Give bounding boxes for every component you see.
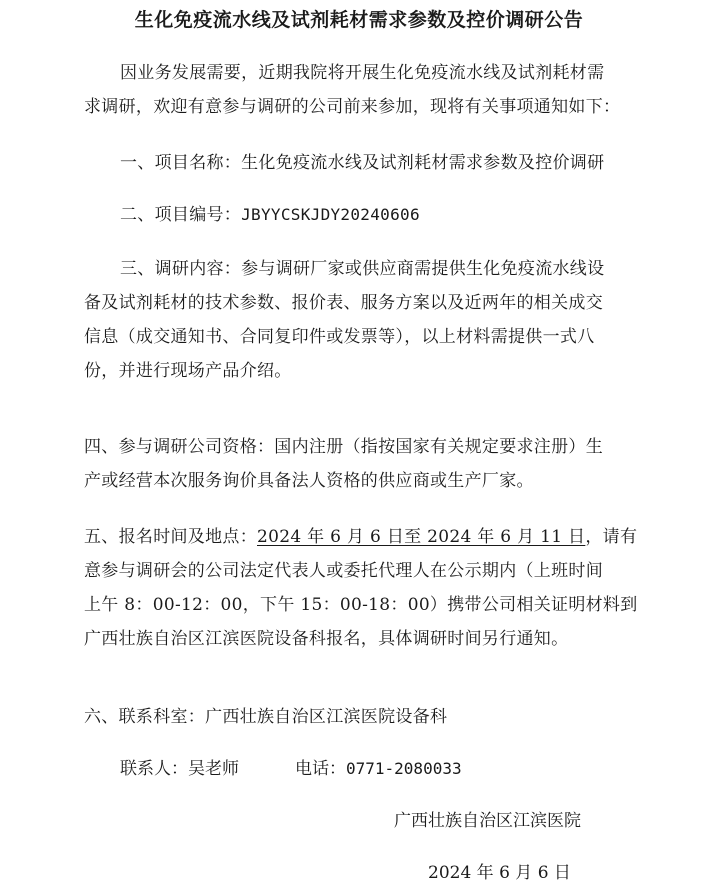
item-registration-label: 五、报名时间及地点： <box>84 527 257 547</box>
contact-person: 联系人：吴老师 <box>120 759 239 779</box>
item-project-name-text: 一、项目名称：生化免疫流水线及试剂耗材需求参数及控价调研 <box>120 153 605 173</box>
intro-paragraph <box>84 56 644 124</box>
item-research-content <box>84 252 644 388</box>
intro-line-1: 因业务发展需要，近期我院将开展生化免疫流水线及试剂耗材需 <box>120 63 605 83</box>
item-contact-department-text: 六、联系科室：广西壮族自治区江滨医院设备科 <box>84 707 448 727</box>
contact-phone-label: 电话： <box>295 759 346 779</box>
registration-date-range: 2024 年 6 月 6 日至 2024 年 6 月 11 日 <box>257 527 586 547</box>
item-registration-after: ，请有 <box>585 527 638 547</box>
project-code-value: JBYYCSKJDY20240606 <box>241 205 420 224</box>
item-qualification-line-2: 产或经营本次服务询价具备法人资格的供应商或生产厂家。 <box>84 471 534 491</box>
item-research-content-line-3: 信息（成交通知书、合同复印件或发票等），以上材料需提供一式八 <box>84 327 595 347</box>
item-registration-line-4: 广西壮族自治区江滨医院设备科报名，具体调研时间另行通知。 <box>84 629 569 649</box>
item-research-content-line-4: 份，并进行现场产品介绍。 <box>84 361 292 381</box>
intro-line-2: 求调研，欢迎有意参与调研的公司前来参加，现将有关事项通知如下： <box>84 97 621 117</box>
item-qualification <box>84 430 644 498</box>
page-title: 生化免疫流水线及试剂耗材需求参数及控价调研公告 <box>134 9 584 31</box>
item-contact-department <box>84 700 644 734</box>
signature: 广西壮族自治区江滨医院 <box>394 811 581 831</box>
contact-phone: 0771-2080033 <box>346 759 462 778</box>
contact-line <box>120 754 462 784</box>
item-project-name <box>84 146 644 180</box>
item-research-content-line-1: 三、调研内容：参与调研厂家或供应商需提供生化免疫流水线设 <box>120 259 605 279</box>
item-project-code <box>84 198 644 232</box>
item-registration <box>84 520 644 656</box>
item-registration-line-2: 意参与调研会的公司法定代表人或委托代理人在公示期内（上班时间 <box>84 561 603 581</box>
item-project-code-label: 二、项目编号： <box>120 205 242 225</box>
item-research-content-line-2: 备及试剂耗材的技术参数、报价表、服务方案以及近两年的相关成交 <box>84 293 603 313</box>
item-registration-line-3: 上午 8：00-12：00，下午 15：00-18：00）携带公司相关证明材料到 <box>84 595 638 615</box>
issue-date: 2024 年 6 月 6 日 <box>428 863 571 883</box>
item-qualification-line-1: 四、参与调研公司资格：国内注册（指按国家有关规定要求注册）生 <box>84 437 603 457</box>
